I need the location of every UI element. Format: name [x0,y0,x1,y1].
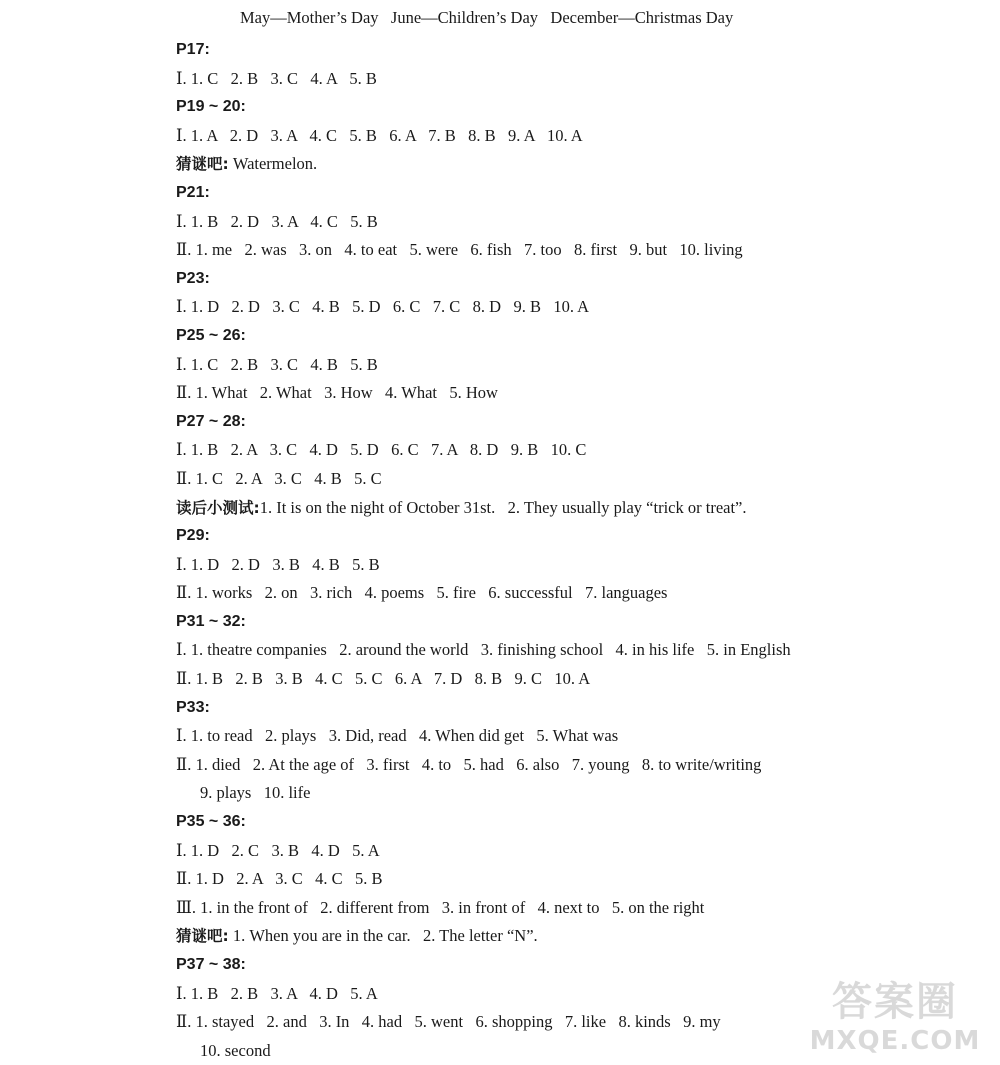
answer-line: Ⅱ. 1. B 2. B 3. B 4. C 5. C 6. A 7. D 8. B 9. C 10. A [176,669,591,689]
answer-line: Ⅰ. 1. D 2. D 3. B 4. B 5. B [176,554,380,574]
holiday-line: May—Mother’s Day June—Children’s Day December—Christmas Day [240,8,734,27]
answer-continuation-line: 10. second [200,1040,271,1060]
riddle-line [176,922,976,951]
answer-line: Ⅰ. 1. theatre companies 2. around the world 3. finishing school 4. in his life 5. in English [176,640,791,660]
answer-line: Ⅰ. 1. B 2. A 3. C 4. D 5. D 6. C 7. A 8. D 9. B 10. C [176,440,587,460]
page-range-heading: P37 ~ 38: [176,956,246,973]
answer-line: Ⅱ. 1. me 2. was 3. on 4. to eat 5. were 6. fish 7. too 8. first 9. but 10. living [176,240,743,260]
page-range-heading: P19 ~ 20: [176,98,246,116]
answer-line: Ⅰ. 1. C 2. B 3. C 4. A 5. B [176,68,377,88]
answer-line: Ⅰ. 1. B 2. B 3. A 4. D 5. A [176,983,378,1003]
answer-line: Ⅱ. 1. stayed 2. and 3. In 4. had 5. went 6. shopping 7. like 8. kinds 9. my [176,1012,721,1032]
answer-line: Ⅱ. 1. D 2. A 3. C 4. C 5. B [176,869,383,889]
page-range-heading: P17: [176,41,210,58]
page-range-heading: P21: [176,183,210,201]
answer-list [176,36,976,1065]
site-watermark [804,980,986,1058]
riddle-label: 猜谜吧: [176,927,229,946]
watermark-domain-text: MXQE.COM [809,1026,981,1056]
answer-line: Ⅲ. 1. in the front of 2. different from 3. in front of 4. next to 5. on the right [176,897,705,917]
page-range-heading: P33: [176,698,210,716]
riddle-answer: 1. When you are in the car. 2. The letter “N”. [228,926,538,946]
answer-line: Ⅰ. 1. to read 2. plays 3. Did, read 4. When did get 5. What was [176,726,619,746]
riddle-label: 读后小测试: [176,498,260,517]
riddle-label: 猜谜吧: [176,155,229,174]
page-range-heading: P25 ~ 26: [176,326,246,344]
answer-line: Ⅱ. 1. What 2. What 3. How 4. What 5. How [176,383,498,403]
page-range-heading: P31 ~ 32: [176,612,246,630]
riddle-answer: 1. It is on the night of October 31st. 2. They usually play “trick or treat”. [259,497,747,517]
answer-line: Ⅰ. 1. D 2. D 3. C 4. B 5. D 6. C 7. C 8. D 9. B 10. A [176,297,590,317]
page-range-heading: P27 ~ 28: [176,412,246,430]
riddle-answer: Watermelon. [228,154,318,174]
answer-line: Ⅰ. 1. A 2. D 3. A 4. C 5. B 6. A 7. B 8. B 9. A 10. A [176,125,583,145]
answer-line: Ⅰ. 1. C 2. B 3. C 4. B 5. B [176,354,378,374]
page-range-heading: P23: [176,269,210,287]
riddle-line [176,494,976,523]
answer-line: Ⅱ. 1. died 2. At the age of 3. first 4. to 5. had 6. also 7. young 8. to write/writing [176,754,762,774]
answer-continuation-line: 9. plays 10. life [200,783,311,803]
answer-line: Ⅰ. 1. D 2. C 3. B 4. D 5. A [176,840,380,860]
page-range-heading: P35 ~ 36: [176,813,246,831]
watermark-logo-text: 答案圈 [832,979,958,1025]
answer-line: Ⅰ. 1. B 2. D 3. A 4. C 5. B [176,211,378,231]
answer-line: Ⅱ. 1. C 2. A 3. C 4. B 5. C [176,468,382,488]
riddle-line [176,150,976,179]
page-range-heading: P29: [176,527,210,545]
answer-line: Ⅱ. 1. works 2. on 3. rich 4. poems 5. fire 6. successful 7. languages [176,583,668,603]
